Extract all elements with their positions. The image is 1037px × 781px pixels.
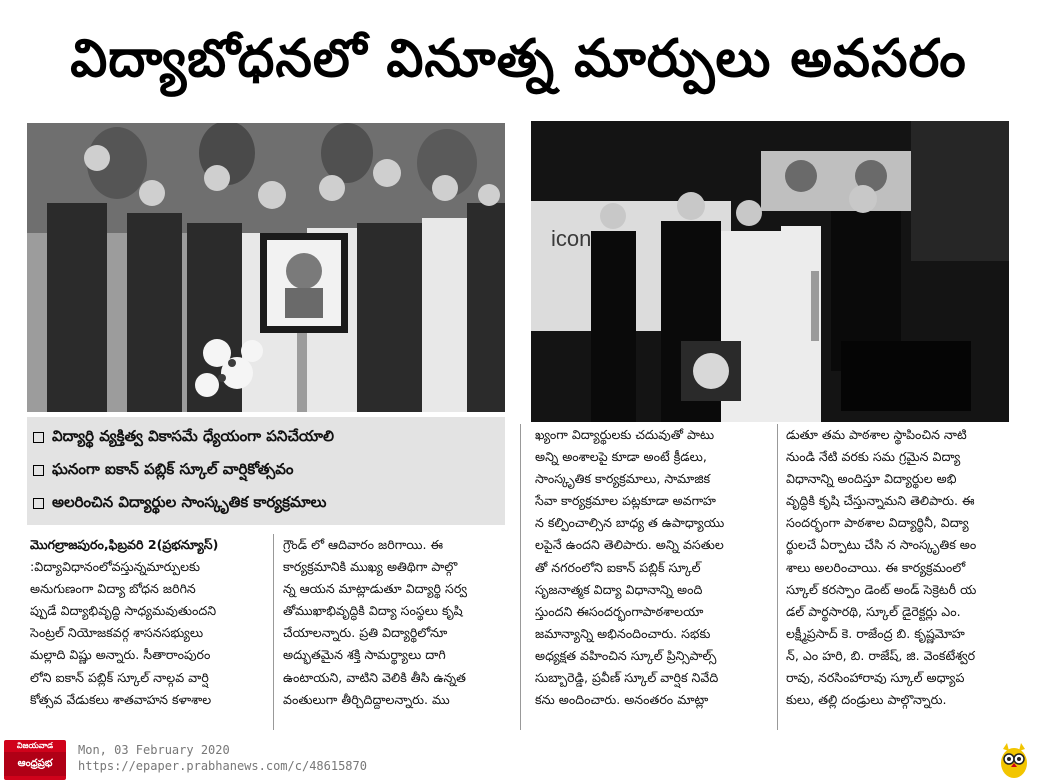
- article-line: సేవా కార్యక్రమాల పట్లకూడా అవగాహ: [535, 493, 716, 509]
- article-line: శాలు అలరించాయి. ఈ కార్యక్రమంలో: [786, 559, 966, 575]
- highlight-item: [33, 487, 499, 520]
- article-line: నుండి నేటి వరకు సమ గ్రమైన విద్యా: [786, 449, 961, 465]
- owl-mascot-icon: [999, 739, 1029, 779]
- article-line: సుబ్బారెడ్డి, ప్రవీణ్ స్కూల్ వార్షిక నివేది: [535, 670, 719, 686]
- article-url[interactable]: https://epaper.prabhanews.com/c/48615870: [78, 759, 367, 773]
- checkbox-bullet-icon: [33, 498, 44, 509]
- newspaper-logo: [4, 740, 66, 780]
- article-line: మల్లాది విష్ణు అన్నారు. సీతారాంపురం: [30, 647, 211, 663]
- epaper-footer: [0, 739, 1037, 781]
- highlight-item: [33, 421, 499, 454]
- highlight-text: అలరించిన విద్యార్థుల సాంస్కృతిక కార్యక్రమాలు: [52, 492, 327, 511]
- column-divider: [777, 424, 778, 730]
- checkbox-bullet-icon: [33, 465, 44, 476]
- article-line: న్, ఎం హరి, బి. రాజేష్, జి. వెంకటేశ్వర: [786, 647, 976, 663]
- photo-award-presentation: [27, 123, 505, 412]
- article-line: చేయాలన్నారు. ప్రతి విద్యార్థిలోనూ: [283, 625, 448, 641]
- dateline: మొగల్రాజపురం,ఫిబ్రవరి 2(ప్రభన్యూస్): [30, 537, 219, 552]
- article-line: స్కూల్ కరస్పాం డెంట్ అండ్ సెక్రెటరీ య: [786, 581, 977, 597]
- article-line: కను అందించారు. అనంతరం మాట్లా: [535, 692, 709, 708]
- article-line: అన్ని అంశాలపై కూడా అంటే క్రీడలు,: [535, 449, 707, 465]
- article-column-4: [786, 424, 1011, 711]
- article-line: స్తుందని ఈసందర్భంగాపాఠశాలయా: [535, 603, 704, 619]
- article-line: గ్రౌండ్ లో ఆదివారం జరిగాయి. ఈ: [283, 537, 444, 552]
- photo-lamp-lighting: [531, 121, 1009, 422]
- article-line: సందర్భంగా పాఠశాల విద్యార్థినీ, విద్యా: [786, 515, 969, 531]
- article-column-1: [30, 534, 268, 711]
- article-line: అనుగుణంగా విద్యా బోధన జరిగిన: [30, 581, 196, 597]
- article-line: :విద్యావిధానంలోవస్తున్నమార్పులకు: [30, 559, 200, 575]
- article-line: ర్థులచే ఏర్పాటు చేసి న సాంస్కృతిక అం: [786, 537, 977, 553]
- highlight-item: [33, 454, 499, 487]
- article-line: ప్పుడే విద్యాభివృద్ధి సాధ్యమవుతుందని: [30, 603, 217, 619]
- footer-meta: [78, 742, 367, 774]
- logo-name: ఆంధ్రప్రభ: [4, 752, 66, 776]
- article-line: సృజనాత్మక విద్యా విధానాన్ని అంది: [535, 581, 703, 597]
- article-line: ఖ్యంగా విద్యార్థులకు చదువుతో పాటు: [535, 427, 715, 442]
- highlight-text: విద్యార్థి వ్యక్తిత్వ వికాసమే ధ్యేయంగా పనిచేయాలి: [52, 426, 334, 445]
- article-line: రావు, నరసింహారావు స్కూల్ అధ్యాప: [786, 670, 965, 686]
- article-line: లక్ష్మీప్రసాద్ కె. రాజేంద్ర బి. కృష్ణమోహ: [786, 625, 965, 641]
- article-line: అద్భుతమైన శక్తి సామర్థ్యాలు దాగి: [283, 647, 446, 663]
- article-line: వృద్ధికి కృషి చేస్తున్నామని తెలిపారు. ఈ: [786, 493, 975, 509]
- article-line: న్న ఆయన మాట్లాడుతూ విద్యార్థి సర్వ: [283, 581, 468, 597]
- headline: విద్యాబోధనలో వినూత్న మార్పులు అవసరం: [70, 29, 967, 89]
- article-line: తో నగరంలోని ఐకాన్ పబ్లిక్ స్కూల్: [535, 559, 701, 575]
- publication-date: Mon, 03 February 2020: [78, 743, 230, 757]
- article-line: తోముఖాభివృద్ధికి విద్యా సంస్థలు కృషి: [283, 603, 463, 619]
- article-line: డల్ పార్థసారథి, స్కూల్ డైరెక్టర్లు ఎం.: [786, 603, 961, 619]
- article-line: అధ్యక్షత వహించిన స్కూల్ ప్రిన్సిపాల్స్: [535, 647, 717, 663]
- article-line: జమాన్యాన్ని అభినందించారు. సభకు: [535, 625, 711, 641]
- svg-text:icon: icon: [551, 226, 592, 251]
- checkbox-bullet-icon: [33, 432, 44, 443]
- column-divider: [273, 534, 274, 730]
- article-line: విధానాన్ని అందిస్తూ విద్యార్థుల అభి: [786, 471, 957, 487]
- article-line: కులు, తల్లి దండ్రులు పాల్గొన్నారు.: [786, 692, 947, 708]
- article-line: లపైనే ఉందని తెలిపారు. అన్ని వసతుల: [535, 537, 724, 553]
- article-line: డుతూ తమ పాఠశాల స్థాపించిన నాటి: [786, 427, 967, 442]
- article-line: సెంట్రల్ నియోజకవర్గ శాసనసభ్యులు: [30, 625, 204, 641]
- highlight-text: ఘనంగా ఐకాన్ పబ్లిక్ స్కూల్ వార్షికోత్సవం: [52, 459, 294, 478]
- article-line: సాంస్కృతిక కార్యక్రమాలు, సామాజిక: [535, 471, 711, 487]
- article-line: ఉంటాయని, వాటిని వెలికి తీసి ఉన్నత: [283, 669, 466, 685]
- logo-city: విజయవాడ: [16, 741, 54, 750]
- article-column-2: [283, 534, 508, 711]
- article-line: కార్యక్రమానికి ముఖ్య అతిథిగా పాల్గొ: [283, 559, 458, 575]
- article-line: న కల్పించాల్సిన బాధ్య త ఉపాధ్యాయు: [535, 515, 725, 531]
- column-divider: [520, 424, 521, 730]
- article-line: వంతులుగా తీర్చిదిద్దాలన్నారు. ము: [283, 691, 450, 707]
- article-line: కోత్సవ వేడుకలు శాతవాహన కళాశాల: [30, 691, 212, 707]
- article-line: లోని ఐకాన్ పబ్లిక్ స్కూల్ నాల్గవ వార్షి: [30, 669, 209, 685]
- highlights-box: [27, 417, 505, 525]
- article-column-3: [535, 424, 770, 711]
